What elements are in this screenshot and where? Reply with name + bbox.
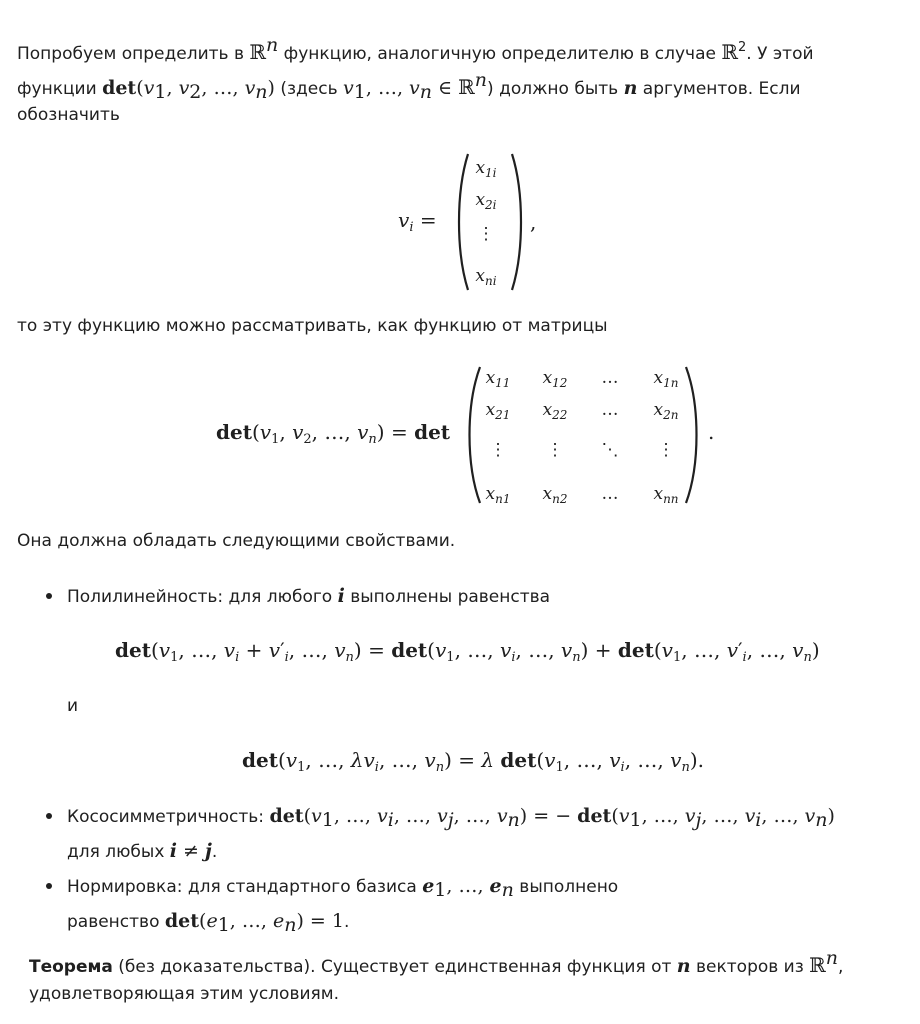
matrix-cell: $x_{22}$	[542, 400, 568, 422]
bullet-dot	[46, 813, 52, 819]
text: . У этой	[746, 44, 814, 64]
text: выполнены равенства	[344, 587, 551, 607]
theorem-line-2: удовлетворяющая этим условиям.	[29, 984, 339, 1004]
bullet-dot	[46, 883, 52, 889]
text: аргументов. Если	[637, 79, 801, 99]
text: функцию, аналогичную определителю в случае	[278, 44, 722, 64]
matrix-cell: ⋮	[657, 440, 675, 460]
normalization-line-2: равенство $\det(e_1$, …, $e_n) = 1$.	[67, 910, 350, 936]
n-sup: n	[266, 34, 279, 56]
matrix-cell: ⋱	[601, 440, 619, 460]
matrix-cell: $x_{21}$	[485, 400, 511, 422]
vector-entry-1: $x_{1i}$	[475, 158, 497, 180]
comma: ,	[530, 210, 537, 234]
two-sup: 2	[737, 40, 747, 55]
matrix-cell: $x_{nn}$	[653, 484, 679, 506]
matrix-cell: $x_{2n}$	[653, 400, 679, 422]
bullet-dot	[46, 593, 52, 599]
matrix-cell: …	[601, 368, 619, 388]
text: Попробуем определить в	[17, 44, 250, 64]
and-word: и	[67, 696, 79, 716]
text: ) должно быть	[487, 79, 624, 99]
matrix-cell: $x_{11}$	[485, 368, 511, 390]
bullet-normalization: Нормировка: для стандартного базиса $e_1$, …, $e_n$ выполнено	[67, 875, 619, 901]
matrix-cell: …	[601, 484, 619, 504]
matrix-cell: ⋮	[546, 440, 564, 460]
text: Полилинейность: для любого	[67, 587, 338, 607]
right-paren	[508, 152, 528, 292]
matrix-cell: $x_{12}$	[542, 368, 568, 390]
text: (здесь	[274, 79, 344, 99]
multilinearity-equation-1: $\det(v_1$, …, $v_i + v'_i$, …, $v_n) = \det(v_1$, …, $v_i$, …, $v_n) + \det(v_1$, …, $v'_i$, …, $v_n$)	[115, 638, 820, 665]
text: равенство	[67, 912, 165, 932]
text: векторов из	[690, 957, 810, 977]
bullet-multilinearity	[67, 579, 550, 614]
vector-vdots: ⋮	[477, 224, 495, 244]
theorem-line-1: Теорема (без доказательства). Существует единственная функция от n векторов из ℝ$^n$,	[29, 947, 844, 977]
matrix-lhs: $\det(v_1$, $v_2$, …, $v_n) = \det$	[216, 420, 451, 447]
text: .	[211, 842, 218, 862]
text: Кососимметричность:	[67, 807, 270, 827]
matrix-cell: $x_{n1}$	[485, 484, 511, 506]
matrix-cell: …	[601, 400, 619, 420]
text: ,	[838, 957, 844, 977]
intro-line-3: обозначить	[17, 105, 120, 125]
matrix-cell: $x_{n2}$	[542, 484, 568, 506]
intro-line-2: функции $\det(v_1$, $v_2$, …, $v_n$) (здесь $v_1$, …, $v_n$ ∈ ℝ$^n$) должно быть n аргументов. Если	[17, 69, 801, 103]
theorem-title: Теорема	[29, 957, 113, 977]
bullet-antisymmetry: Кососимметричность: $\det(v_1$, …, $v_i$, …, $v_j$, …, $v_n$) = − $\det(v_1$, …, $v_j$, …, $v_i$, …, $v_n$)	[67, 805, 835, 831]
n-var: n	[623, 77, 638, 99]
R-symbol: ℝ	[249, 40, 266, 64]
text: для любых	[67, 842, 170, 862]
i-var: i	[337, 585, 345, 607]
text: выполнено	[513, 877, 619, 897]
vector-lhs: $v_i$ =	[398, 208, 437, 235]
period: .	[708, 420, 715, 444]
R-symbol: ℝ	[721, 40, 738, 64]
matrix-cell: ⋮	[489, 440, 507, 460]
properties-intro: Она должна обладать следующими свойствами.	[17, 531, 456, 551]
antisymmetry-line-2: для любых i ≠ j.	[67, 840, 218, 862]
text: (без доказательства). Существует единственная функция от	[112, 957, 677, 977]
vector-entry-n: $x_{ni}$	[475, 266, 497, 288]
vector-entry-2: $x_{2i}$	[475, 190, 497, 212]
matrix-right-paren	[682, 365, 704, 505]
text: .	[343, 912, 350, 932]
matrix-intro: то эту функцию можно рассматривать, как функцию от матрицы	[17, 316, 608, 336]
matrix-cell: $x_{1n}$	[653, 368, 679, 390]
text: функции	[17, 79, 103, 99]
text: Нормировка: для стандартного базиса	[67, 877, 423, 897]
multilinearity-equation-2: $\det(v_1$, …, $\lambda v_i$, …, $v_n) = \lambda$ $\det(v_1$, …, $v_i$, …, $v_n$).	[242, 748, 704, 775]
